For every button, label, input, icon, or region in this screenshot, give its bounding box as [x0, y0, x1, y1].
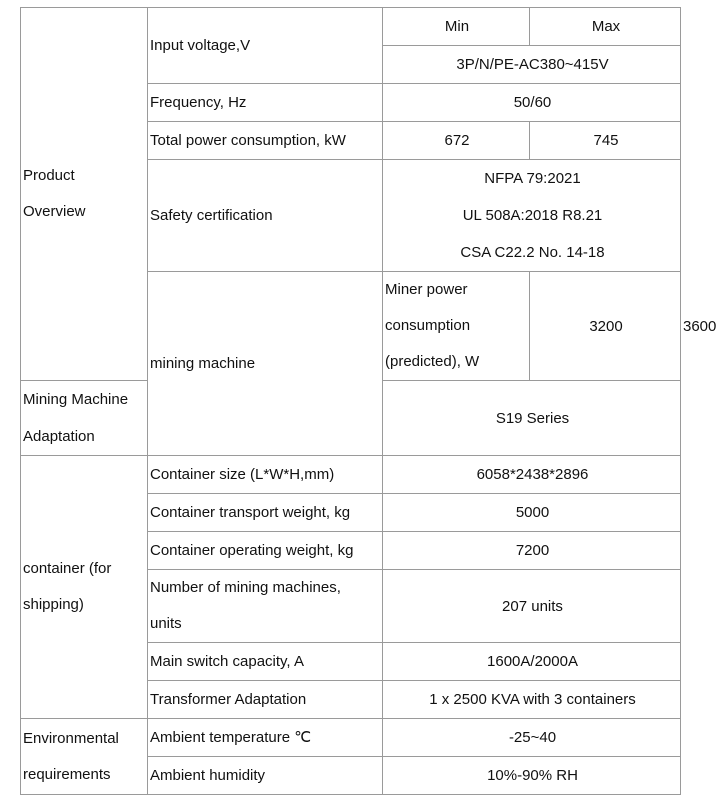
- label-operating-weight: Container operating weight, kg: [148, 532, 383, 570]
- label-miner-power: Miner power consumption (predicted), W: [383, 272, 530, 381]
- label-container-size: Container size (L*W*H,mm): [148, 456, 383, 494]
- label-adaptation: Mining Machine Adaptation: [21, 381, 148, 456]
- value-power-min: 672: [383, 122, 530, 160]
- section-container: container (for shipping): [21, 456, 148, 719]
- value-main-switch: 1600A/2000A: [383, 643, 681, 681]
- cert-ul: UL 508A:2018 R8.21: [462, 207, 603, 224]
- spec-table: [20, 7, 716, 795]
- cert-csa: CSA C22.2 No. 14-18: [460, 244, 605, 261]
- value-miner-power-min: 3200: [530, 272, 681, 381]
- value-humidity: 10%-90% RH: [383, 757, 681, 795]
- label-main-switch: Main switch capacity, A: [148, 643, 383, 681]
- value-input-voltage: 3P/N/PE-AC380~415V: [383, 46, 681, 84]
- header-min: Min: [383, 8, 530, 46]
- value-transport-weight: 5000: [383, 494, 681, 532]
- label-safety: Safety certification: [148, 160, 383, 272]
- label-transformer: Transformer Adaptation: [148, 681, 383, 719]
- label-temperature: Ambient temperature ℃: [148, 719, 383, 757]
- value-adaptation: S19 Series: [383, 381, 681, 456]
- cert-nfpa: NFPA 79:2021: [484, 170, 581, 187]
- section-product-overview: Product Overview: [21, 8, 148, 381]
- table-row: [21, 719, 681, 757]
- value-frequency: 50/60: [383, 84, 681, 122]
- label-transport-weight: Container transport weight, kg: [148, 494, 383, 532]
- section-mining-machine: mining machine: [148, 272, 383, 456]
- value-safety: [383, 160, 681, 272]
- table-row: [21, 456, 681, 494]
- label-power: Total power consumption, kW: [148, 122, 383, 160]
- label-humidity: Ambient humidity: [148, 757, 383, 795]
- value-temperature: -25~40: [383, 719, 681, 757]
- value-container-size: 6058*2438*2896: [383, 456, 681, 494]
- value-power-max: 745: [530, 122, 681, 160]
- value-operating-weight: 7200: [383, 532, 681, 570]
- label-frequency: Frequency, Hz: [148, 84, 383, 122]
- table-row: [21, 8, 681, 46]
- value-transformer: 1 x 2500 KVA with 3 containers: [383, 681, 681, 719]
- label-input-voltage: Input voltage,V: [148, 8, 383, 84]
- value-machine-count: 207 units: [383, 570, 681, 643]
- header-max: Max: [530, 8, 681, 46]
- label-machine-count: Number of mining machines, units: [148, 570, 383, 643]
- section-environmental: Environmental requirements: [21, 719, 148, 795]
- table-row: mining machine Miner power consumption (predicted), W 3200 3600: [21, 272, 681, 381]
